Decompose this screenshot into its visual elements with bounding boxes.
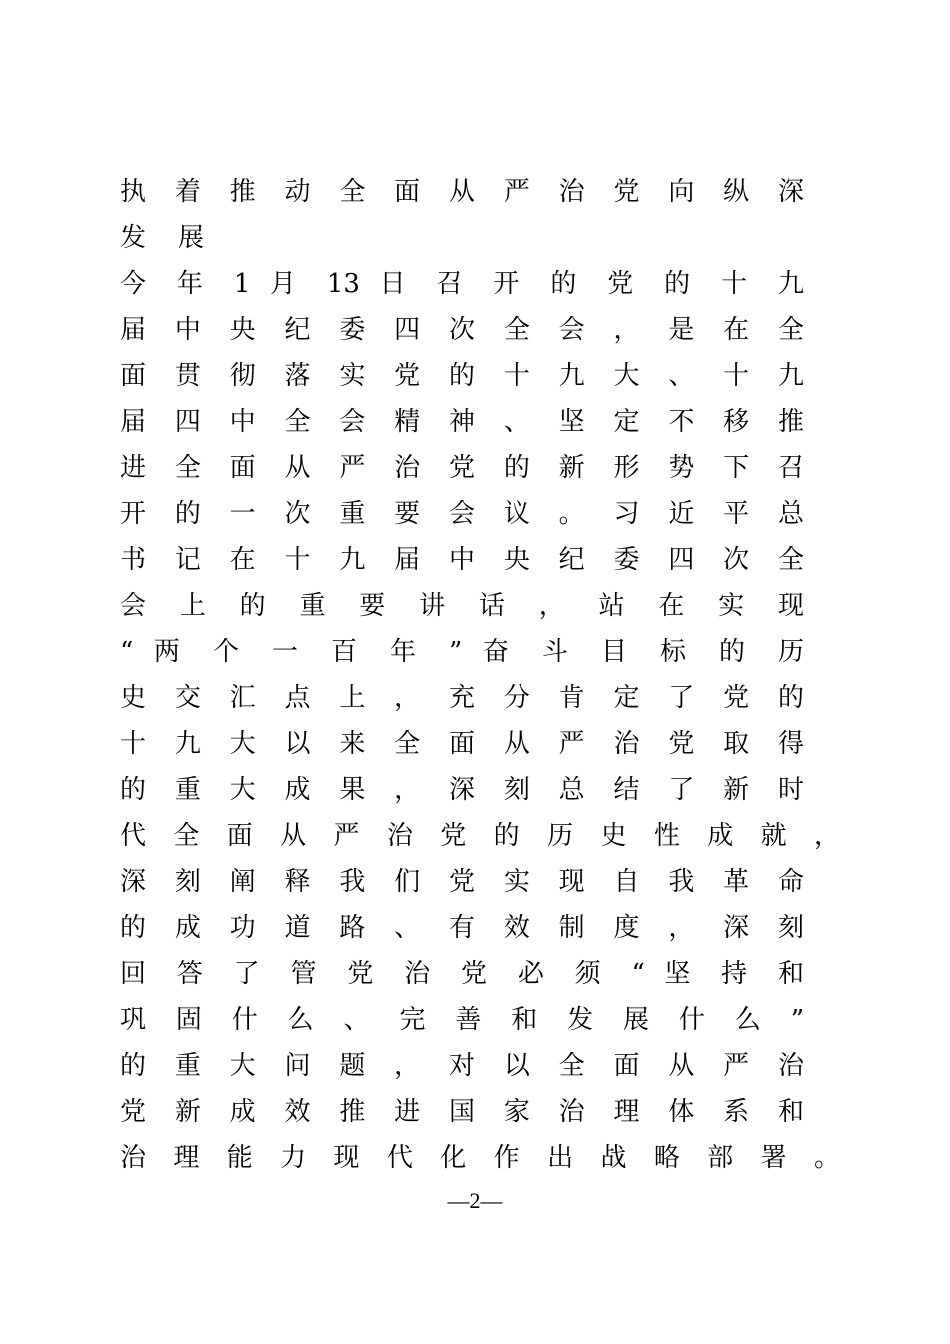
body-text-line: 面 贯 彻 落 实 党 的 十 九 大 、 十 九 (120, 361, 804, 391)
body-text-line: 会 上 的 重 要 讲 话 ， 站 在 实 现 (120, 591, 804, 621)
body-text-line: “ 两 个 一 百 年 ” 奋 斗 目 标 的 历 (120, 637, 804, 667)
body-text-line: 开 的 一 次 重 要 会 议 。 习 近 平 总 (120, 499, 804, 529)
body-text-line: 巩 固 什 么 、 完 善 和 发 展 什 么 ” (120, 1005, 804, 1035)
section-heading-line-2: 发 展 (120, 223, 204, 253)
body-text-line: 回 答 了 管 党 治 党 必 须 “ 坚 持 和 (120, 959, 804, 989)
body-text-line: 深 刻 阐 释 我 们 党 实 现 自 我 革 命 (120, 867, 804, 897)
body-text-line: 书 记 在 十 九 届 中 央 纪 委 四 次 全 (120, 545, 804, 575)
body-text-line: 治 理 能 力 现 代 化 作 出 战 略 部 署 。 (120, 1143, 840, 1173)
page-number: —2— (447, 1188, 503, 1213)
body-text-line: 的 重 大 成 果 ， 深 刻 总 结 了 新 时 (120, 775, 804, 805)
body-text-line: 史 交 汇 点 上 ， 充 分 肯 定 了 党 的 (120, 683, 804, 713)
body-text-line: 今 年 1 月 13 日 召 开 的 党 的 十 九 (120, 269, 804, 299)
body-text-line: 党 新 成 效 推 进 国 家 治 理 体 系 和 (120, 1097, 804, 1127)
body-text-line: 十 九 大 以 来 全 面 从 严 治 党 取 得 (120, 729, 804, 759)
body-text-line: 进 全 面 从 严 治 党 的 新 形 势 下 召 (120, 453, 804, 483)
body-text-line: 代 全 面 从 严 治 党 的 历 史 性 成 就 ， (120, 821, 840, 851)
body-text-line: 的 重 大 问 题 ， 对 以 全 面 从 严 治 (120, 1051, 804, 1081)
section-heading-line-1: 执 着 推 动 全 面 从 严 治 党 向 纵 深 (120, 177, 804, 207)
body-text-line: 届 四 中 全 会 精 神 、 坚 定 不 移 推 (120, 407, 804, 437)
body-text-line: 届 中 央 纪 委 四 次 全 会 ， 是 在 全 (120, 315, 804, 345)
body-text-line: 的 成 功 道 路 、 有 效 制 度 ， 深 刻 (120, 913, 804, 943)
